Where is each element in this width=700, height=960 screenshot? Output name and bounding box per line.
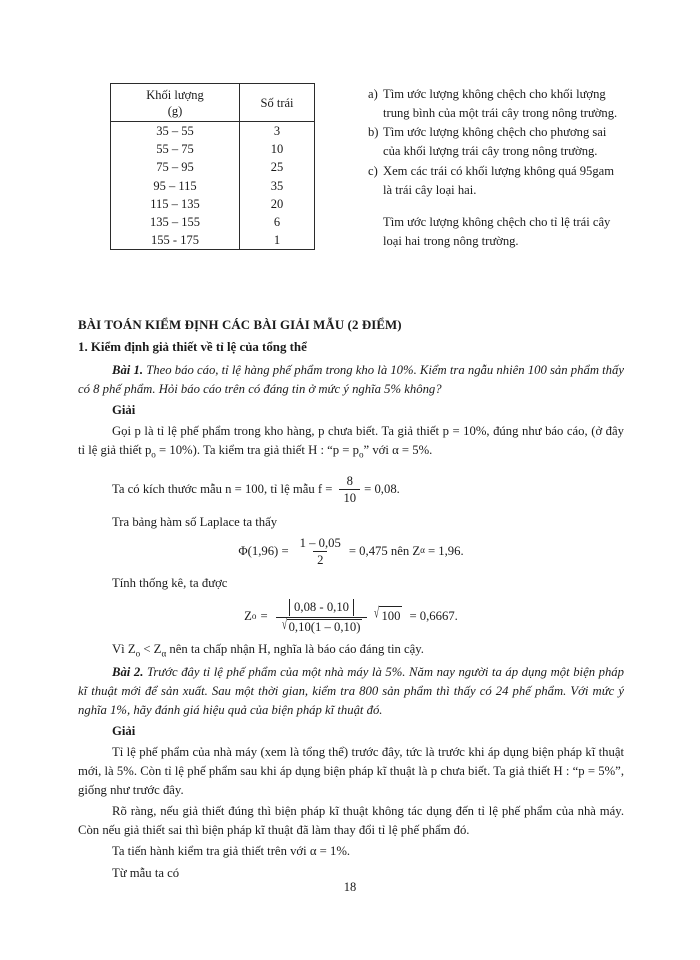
table-row: [111, 140, 315, 158]
problem1-para1-sub1: o: [151, 449, 156, 460]
absolute-value-expression: 0,08 - 0,10: [289, 599, 354, 616]
problem2-statement-text: Trước đây tỉ lệ phế phẩm của một nhà máy là 5%. Năm nay người ta áp dụng một biện pháp kĩ thuật mới để sản xuất. Sau một thời gian, kiểm tra 800 sản phẩm thì thấy có 24 phế phẩm. Với mức ý nghĩa 1%, hãy đánh giá hiệu quả của biện pháp kĩ thuật đó.: [78, 665, 624, 718]
section-heading: 1. Kiểm định giả thiết về tỉ lệ của tổng thể: [78, 340, 307, 355]
problem1-laplace-intro: Tra bảng hàm số Laplace ta thấy: [112, 514, 278, 529]
top-region: [0, 83, 700, 298]
radical-icon: √: [374, 605, 380, 622]
cell-interval: 155 - 175: [111, 231, 240, 250]
problem2-para1: Tỉ lệ phế phẩm của nhà máy (xem là tổng thể) trước đây, tức là trước khi áp dụng biện pháp kĩ thuật mới, là 5%. Còn tỉ lệ phế phẩm sau khi áp dụng biện pháp kĩ thuật là p chưa biết. Ta giả thiết H : “p = 5%”, giống như trước đây.: [78, 745, 624, 798]
problem1-conclusion-c: nên ta chấp nhận H, nghĩa là báo cáo đáng tin cậy.: [166, 641, 424, 656]
cell-count: 1: [273, 233, 281, 248]
laplace-z-subscript: α: [420, 545, 425, 556]
laplace-lhs: Φ(1,96) =: [238, 543, 289, 558]
cell-interval: 75 – 95: [111, 158, 240, 176]
cell-interval: 135 – 155: [111, 213, 240, 231]
problem1-para1-b: = 10%). Ta kiểm tra giả thiết H : “p = p: [155, 442, 359, 457]
question-marker-a: a): [368, 87, 378, 101]
question-text-a: Tìm ước lượng không chệch cho khối lượng trung bình của một trái cây trong nông trường.: [383, 87, 618, 121]
fraction-f: [339, 474, 360, 505]
table-header-row: [111, 84, 315, 122]
problem1-zo-equation: [78, 599, 624, 634]
fraction-zo: [276, 599, 368, 634]
column-header-weight-line1: Khối lượng: [146, 88, 204, 102]
column-header-weight-line2: (g): [167, 104, 183, 118]
table-row: [111, 122, 315, 141]
cell-count: 10: [270, 142, 284, 157]
column-header-count: [240, 84, 315, 122]
laplace-rhs: = 1,96.: [427, 543, 464, 558]
problem1-conclusion-sub1: o: [135, 648, 141, 659]
cell-count: 20: [270, 196, 284, 211]
fraction-laplace-numerator: 1 – 0,05: [299, 535, 341, 550]
question-extra-text: Tìm ước lượng không chệch cho tỉ lệ trái cây loại hai trong nông trường.: [383, 214, 611, 248]
sqrt-n-radicand: 100: [379, 606, 402, 626]
frequency-table: [110, 83, 315, 250]
fraction-zo-numerator: [284, 599, 359, 617]
question-item-b: [368, 123, 624, 161]
question-list: [368, 85, 624, 251]
zo-lhs: Z: [244, 608, 252, 623]
question-text-b: Tìm ước lượng không chệch cho phương sai của khối lượng trái cây trong nông trường.: [383, 125, 607, 159]
fraction-laplace: [296, 536, 345, 567]
problem1-solution-label: Giải: [112, 402, 136, 417]
zo-result: = 0,6667.: [409, 608, 458, 623]
table-header: [111, 84, 315, 122]
question-item-c: [368, 162, 624, 200]
table-row: [111, 231, 315, 250]
main-content: [78, 316, 624, 885]
cell-count: 35: [270, 178, 284, 193]
problem1-sample-ratio-label: Ta có kích thước mẫu n = 100, tỉ lệ mẫu f =: [112, 482, 333, 497]
cell-interval: 115 – 135: [111, 195, 240, 213]
problem1-statement-text: Theo báo cáo, tỉ lệ hàng phế phẩm trong kho là 10%. Kiểm tra ngẫu nhiên 100 sản phẩm thấy có 8 phế phẩm. Hỏi báo cáo trên có đáng tin ở mức ý nghĩa 5% không?: [78, 362, 624, 396]
question-marker-b: b): [368, 125, 379, 140]
table-row: [111, 195, 315, 213]
problem1-statistic-intro: Tính thống kê, ta được: [112, 576, 228, 591]
cell-count: 3: [273, 124, 281, 138]
question-text-c: Xem các trái có khối lượng không quá 95gam là trái cây loại hai.: [383, 163, 615, 197]
table-body: [111, 122, 315, 250]
problem1-laplace-equation: [78, 536, 624, 567]
fraction-laplace-denominator: 2: [313, 551, 327, 567]
zo-lhs-subscript: o: [251, 610, 257, 621]
table-row: [111, 213, 315, 231]
problem1-conclusion: [112, 640, 624, 661]
fraction-zo-denominator: [276, 617, 368, 634]
problem2-statement: [78, 663, 624, 720]
laplace-mid: = 0,475 nên Z: [348, 543, 421, 558]
problem2-para4: Từ mẫu ta có: [112, 865, 180, 880]
problem2-para3: Ta tiến hành kiểm tra giả thiết trên với α = 1%.: [112, 844, 351, 859]
problem2-label: Bài 2.: [112, 665, 144, 680]
problem1-label: Bài 1.: [112, 362, 144, 377]
problem1-para1-sub2: o: [358, 449, 364, 460]
question-marker-c: c): [368, 163, 378, 178]
problem1-para1-a: Gọi p là tỉ lệ phế phẩm trong kho hàng, p chưa biết. Ta giả thiết p = 10%, đúng như báo cáo, (ở đây tỉ lệ giả thiết p: [78, 423, 624, 457]
problem1-conclusion-b: < Z: [140, 641, 162, 656]
column-header-count-line1: Số trái: [260, 96, 294, 110]
page-title: BÀI TOÁN KIỂM ĐỊNH CÁC BÀI GIẢI MẪU (2 ĐIỂM): [78, 318, 402, 332]
table-row: [111, 177, 315, 195]
problem1-conclusion-sub2: α: [161, 648, 167, 659]
radical-icon: √: [281, 615, 287, 633]
problem1-conclusion-a: Vì Z: [112, 641, 136, 656]
cell-count: 25: [270, 160, 284, 175]
problem1-para1-c: ” với α = 5%.: [363, 442, 433, 457]
problem1-sample-ratio-result: = 0,08.: [364, 482, 400, 497]
question-item-a: [368, 85, 624, 123]
sqrt-denominator: [281, 615, 363, 634]
problem1-sample-ratio-line: [112, 474, 624, 505]
fraction-f-denominator: 10: [339, 489, 360, 505]
problem2-solution-label: Giải: [112, 724, 136, 739]
page-number: 18: [343, 880, 357, 894]
problem1-para1: [78, 422, 624, 462]
problem1-statement: [78, 361, 624, 399]
column-header-weight: [111, 84, 240, 122]
cell-interval: 95 – 115: [111, 177, 240, 195]
table-row: [111, 158, 315, 176]
sqrt-denominator-radicand: 0,10(1 – 0,10): [288, 619, 361, 634]
cell-interval: 55 – 75: [111, 140, 240, 158]
zo-equals: =: [260, 608, 268, 623]
problem2-para2: Rõ ràng, nếu giả thiết đúng thì biện pháp kĩ thuật không tác dụng đến tỉ lệ phế phẩm của nhà máy. Còn nếu giả thiết sai thì biện pháp kĩ thuật đã làm thay đổi tỉ lệ phế phẩm đó.: [78, 804, 624, 838]
cell-interval: 35 – 55: [111, 122, 240, 141]
cell-count: 6: [273, 215, 281, 230]
fraction-f-numerator: 8: [346, 474, 353, 489]
sqrt-n: [373, 606, 402, 626]
